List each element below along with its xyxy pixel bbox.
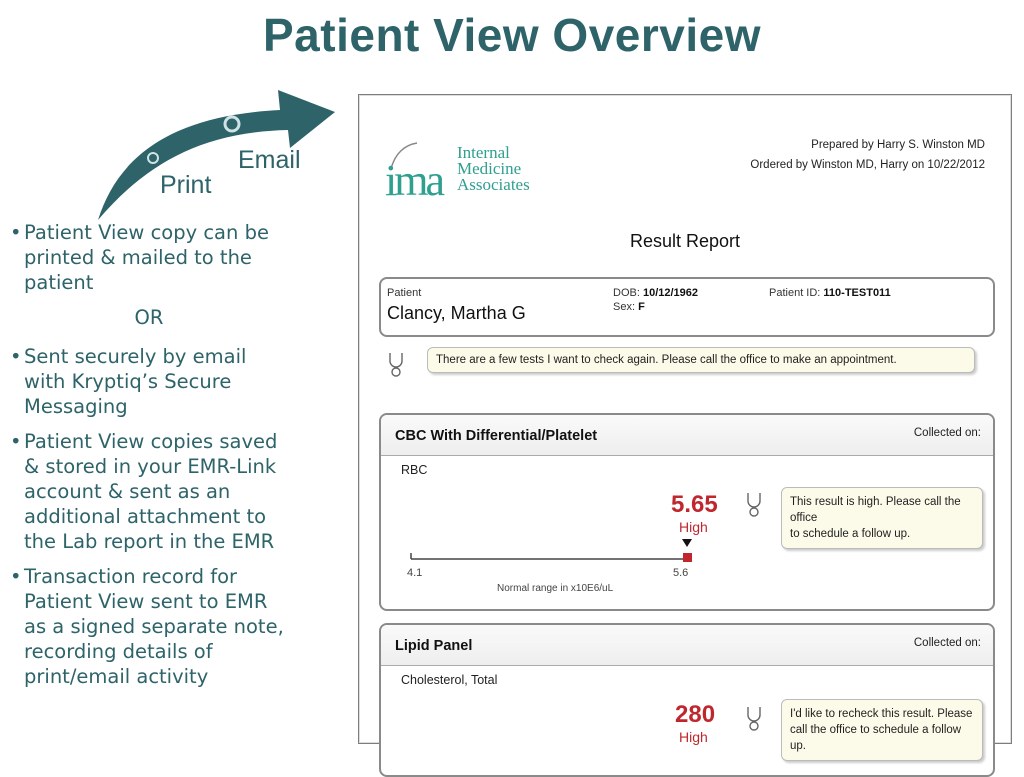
test-name: RBC xyxy=(401,463,428,477)
bullet-text: Patient View copy can be printed & mailed to the patient xyxy=(24,221,269,294)
bullet-dot: • xyxy=(10,565,22,588)
prepared-by: Prepared by Harry S. Winston MD xyxy=(811,139,985,151)
ima-logo xyxy=(385,141,535,211)
range-low: 4.1 xyxy=(407,567,423,579)
sex-field xyxy=(613,301,645,313)
patient-id-value: 110-TEST011 xyxy=(823,287,891,299)
bullet-text: Patient View copies saved & stored in your EMR-Link account & sent as an additional attachment to the Lab report in the EMR xyxy=(24,430,278,553)
bullet-item xyxy=(8,429,290,554)
stethoscope-icon xyxy=(743,705,765,731)
bullet-dot: • xyxy=(10,221,22,244)
result-comment-bubble xyxy=(781,699,983,761)
dob-label: DOB: xyxy=(613,287,640,299)
bullet-list xyxy=(8,220,290,699)
patient-card xyxy=(379,277,995,337)
sex-value: F xyxy=(638,301,645,313)
stethoscope-icon xyxy=(743,491,765,517)
logo-mark: ima xyxy=(385,156,442,205)
bullet-dot: • xyxy=(10,345,22,368)
patient-label: Patient xyxy=(387,287,422,299)
logo-line: Internal xyxy=(457,143,510,162)
print-point-icon xyxy=(148,153,158,163)
bullet-text: Sent securely by email with Kryptiq’s Secure Messaging xyxy=(24,345,247,418)
print-label: Print xyxy=(160,171,212,199)
lipid-section xyxy=(379,623,995,777)
bullet-dot: • xyxy=(10,430,22,453)
result-flag: High xyxy=(679,519,708,535)
section-header xyxy=(381,625,993,666)
result-comment-bubble xyxy=(781,487,983,549)
sex-label: Sex: xyxy=(613,301,636,313)
logo-line: Associates xyxy=(457,175,530,194)
cbc-section xyxy=(379,413,995,611)
comment-line: I'd like to recheck this result. Please xyxy=(790,708,973,720)
doctor-note-bubble: There are a few tests I want to check again. Please call the office to make an appointment. xyxy=(427,347,975,373)
bullet-text: Transaction record for Patient View sent to EMR as a signed separate note, recording details of print/email activity xyxy=(24,565,284,688)
logo-wordmark xyxy=(457,145,530,193)
section-title: Lipid Panel xyxy=(395,638,473,654)
test-name: Cholesterol, Total xyxy=(401,673,498,687)
ordered-by: Ordered by Winston MD, Harry on 10/22/2012 xyxy=(750,159,985,171)
email-point-icon xyxy=(225,117,239,131)
report-provenance xyxy=(750,135,985,175)
section-header xyxy=(381,415,993,456)
range-bar xyxy=(411,539,701,569)
comment-line: to schedule a follow up. xyxy=(790,528,911,540)
patient-name: Clancy, Martha G xyxy=(387,303,526,323)
bullet-item xyxy=(8,344,290,419)
comment-line: call the office to schedule a follow up. xyxy=(790,724,962,752)
logo-line: Medicine xyxy=(457,159,522,178)
or-separator: OR xyxy=(134,306,164,329)
patient-id-label: Patient ID: xyxy=(769,287,821,299)
stethoscope-icon xyxy=(385,351,407,377)
range-high: 5.6 xyxy=(673,567,689,579)
bullet-item xyxy=(8,220,290,295)
result-value: 280 xyxy=(675,701,716,728)
result-flag: High xyxy=(679,729,708,745)
result-report-screenshot xyxy=(358,94,1012,752)
bullet-item xyxy=(8,564,290,689)
patient-id-field xyxy=(769,287,891,299)
section-title: CBC With Differential/Platelet xyxy=(395,428,598,444)
result-marker xyxy=(683,553,692,562)
range-label: Normal range in x10E6/uL xyxy=(497,583,614,594)
result-value: 5.65 xyxy=(671,491,718,518)
comment-line: This result is high. Please call the office xyxy=(790,496,961,524)
email-label: Email xyxy=(238,146,301,174)
slide-title: Patient View Overview xyxy=(263,9,761,61)
dob-field xyxy=(613,287,698,299)
collected-on: Collected on: xyxy=(913,637,981,649)
report-title: Result Report xyxy=(629,231,741,251)
curved-arrow-icon xyxy=(90,70,340,230)
marker-triangle-icon xyxy=(682,539,692,547)
dob-value: 10/12/1962 xyxy=(642,287,699,299)
collected-on: Collected on: xyxy=(913,427,981,439)
